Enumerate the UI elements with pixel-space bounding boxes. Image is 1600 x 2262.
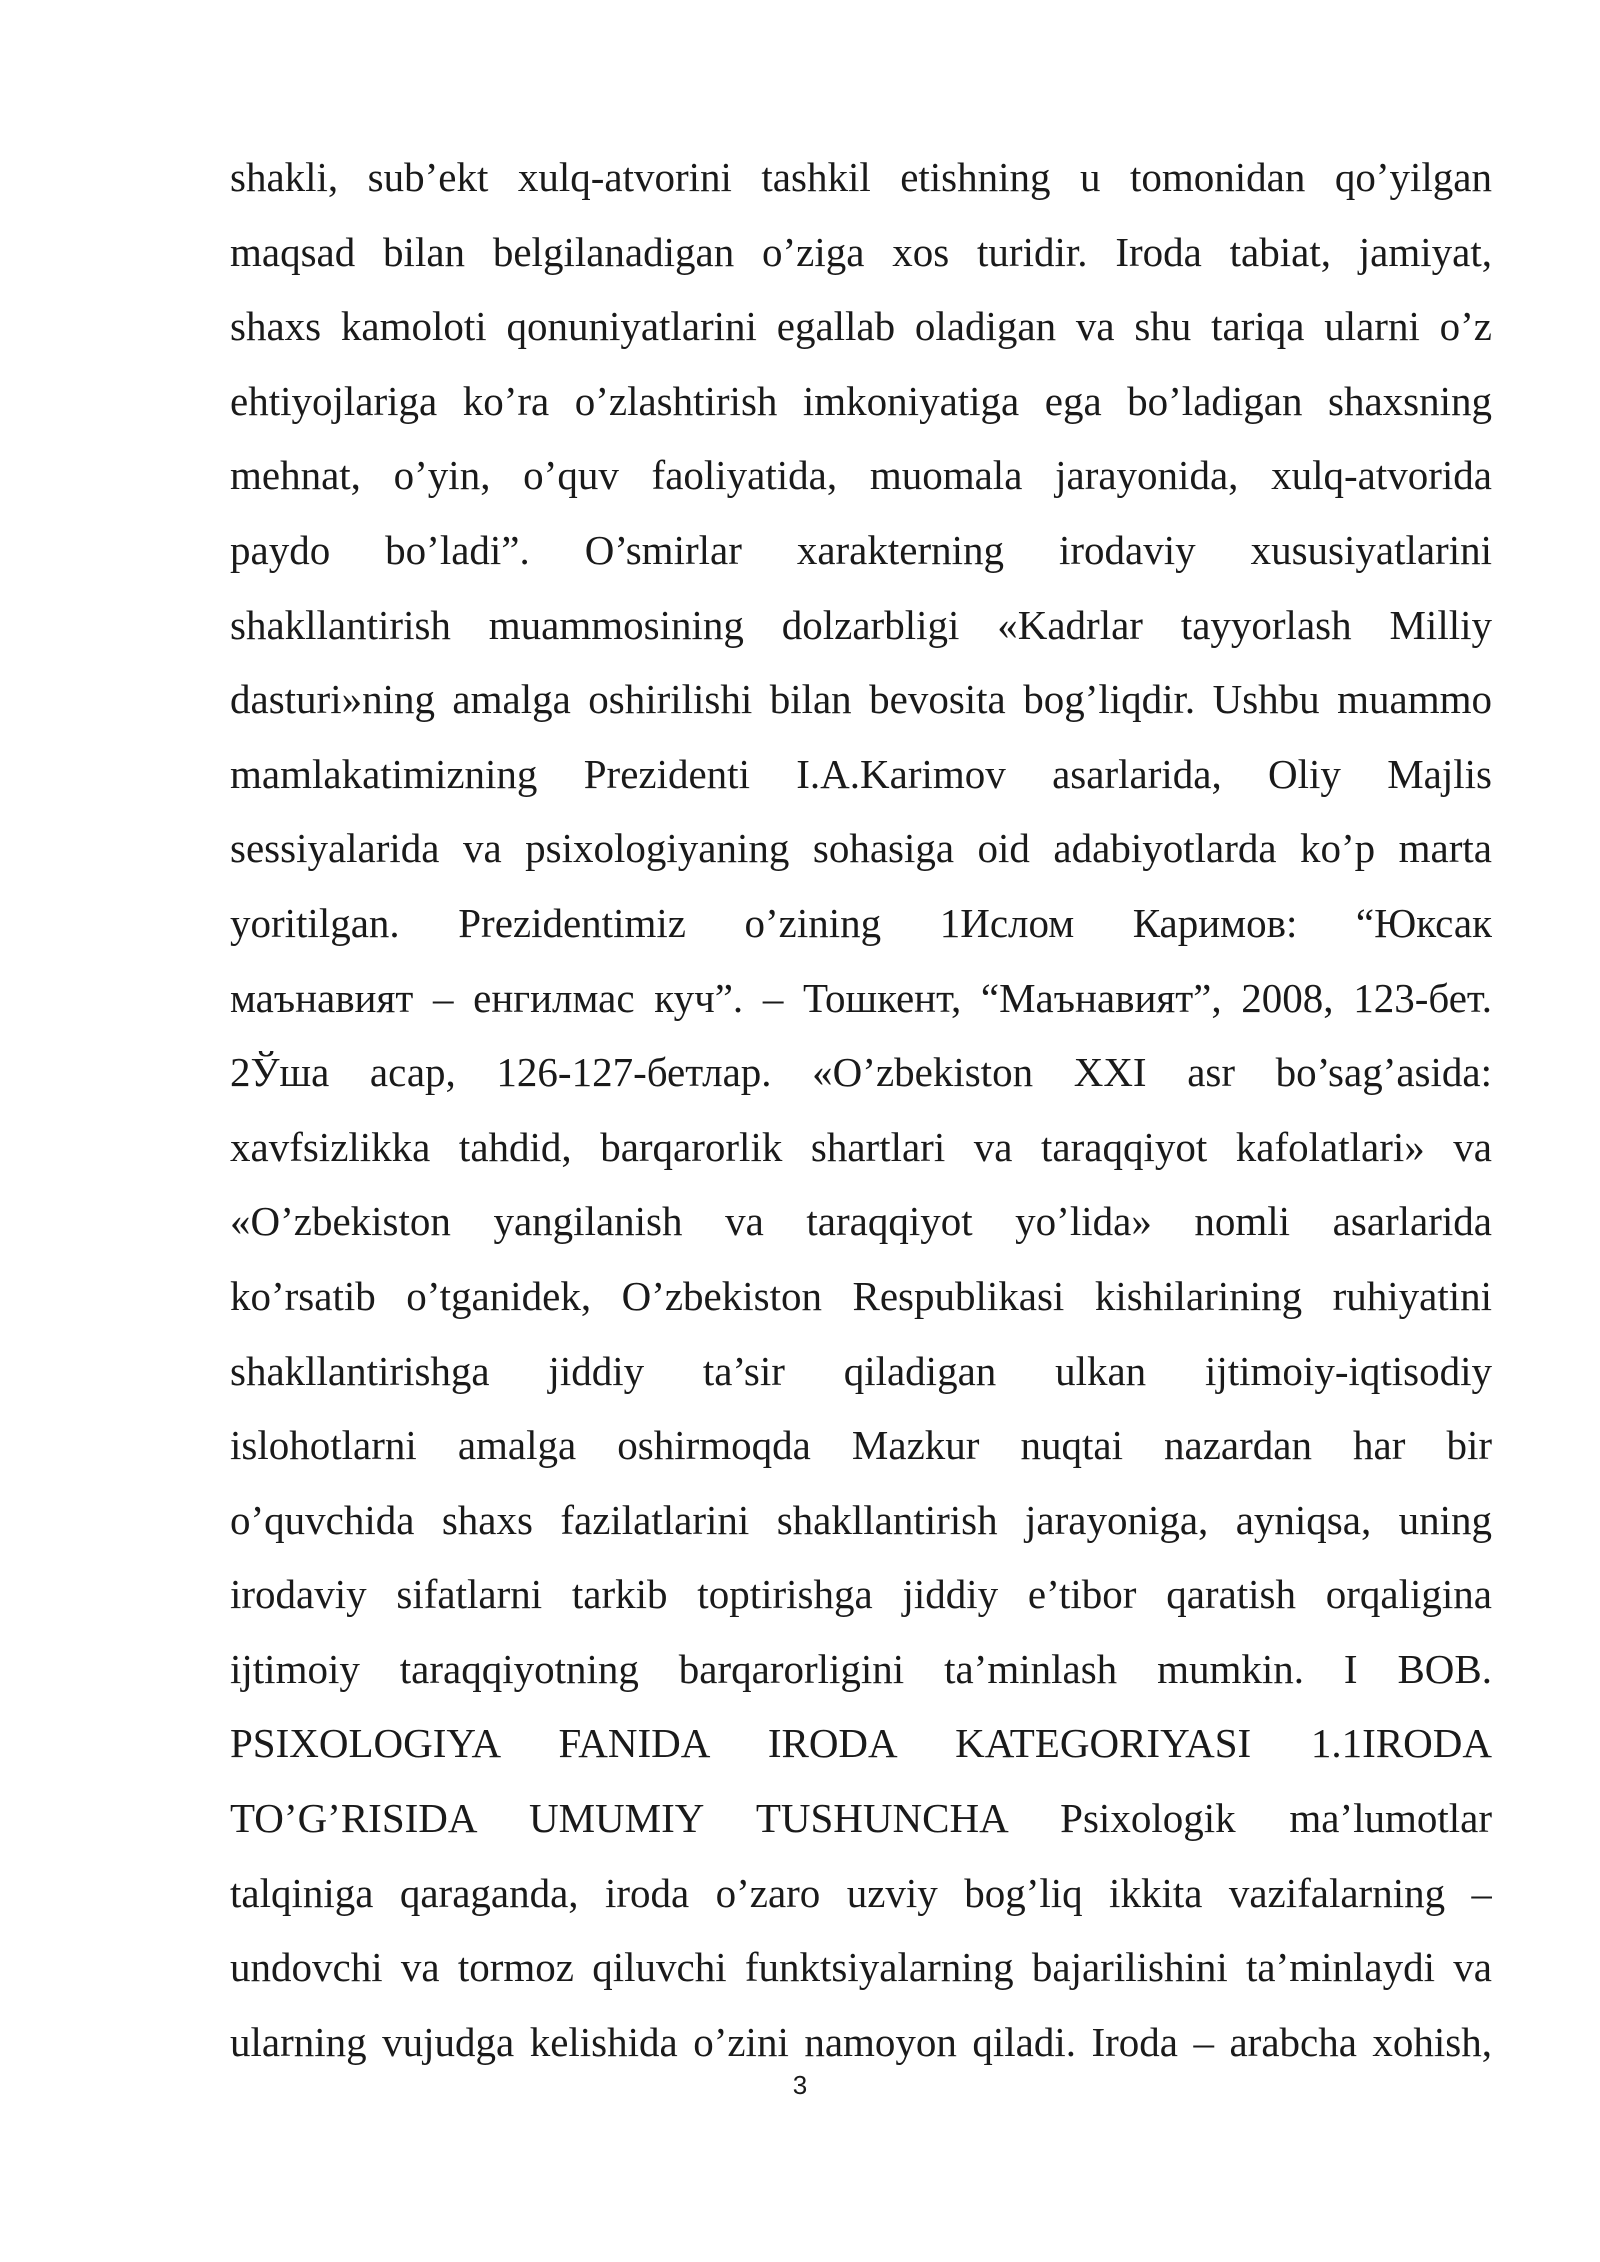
text-line: talqiniga qaraganda, iroda o’zaro uzviy bog’liq ikkita vazifalarning – — [230, 1869, 1492, 1916]
text-line: o’quvchida shaxs fazilatlarini shakllantirish jarayoniga, ayniqsa, uning — [230, 1496, 1492, 1543]
text-line: irodaviy sifatlarni tarkib toptirishga jiddiy e’tibor qaratish orqaligina — [230, 1571, 1492, 1618]
body-text — [230, 140, 1492, 2079]
text-line: shaxs kamoloti qonuniyatlarini egallab oladigan va shu tariqa ularni o’z — [230, 303, 1492, 350]
text-line: mamlakatimizning Prezidenti I.A.Karimov asarlarida, Oliy Majlis — [230, 750, 1492, 797]
text-line: PSIXOLOGIYA FANIDA IRODA KATEGORIYASI 1.1IRODA — [230, 1720, 1492, 1767]
text-line: 2Ўша асар, 126-127-бетлар. «O’zbekiston XXI asr bo’sag’asida: — [230, 1049, 1492, 1096]
text-line: xavfsizlikka tahdid, barqarorlik shartlari va taraqqiyot kafolatlari» va — [230, 1123, 1492, 1170]
text-line: dasturi»ning amalga oshirilishi bilan bevosita bog’liqdir. Ushbu muammo — [230, 676, 1492, 723]
text-line: sessiyalarida va psixologiyaning sohasiga oid adabiyotlarda ko’p marta — [230, 825, 1492, 872]
text-line: shakllantirish muammosining dolzarbligi «Kadrlar tayyorlash Milliy — [230, 601, 1492, 648]
text-line: маънавият – енгилмас куч”. – Тошкент, “Маънавият”, 2008, 123-бет. — [230, 974, 1492, 1021]
text-line: undovchi va tormoz qiluvchi funktsiyalarning bajarilishini ta’minlaydi va — [230, 1944, 1492, 1991]
text-line: yoritilgan. Prezidentimiz o’zining 1Ислом Каримов: “Юксак — [230, 899, 1492, 946]
text-line: maqsad bilan belgilanadigan o’ziga xos turidir. Iroda tabiat, jamiyat, — [230, 228, 1492, 275]
text-line: ko’rsatib o’tganidek, O’zbekiston Respublikasi kishilarining ruhiyatini — [230, 1272, 1492, 1319]
text-line: ijtimoiy taraqqiyotning barqarorligini ta’minlash mumkin. I BOB. — [230, 1645, 1492, 1692]
text-line: ularning vujudga kelishida o’zini namoyon qiladi. Iroda – arabcha xohish, — [230, 2018, 1492, 2065]
text-line: mehnat, o’yin, o’quv faoliyatida, muomala jarayonida, xulq-atvorida — [230, 452, 1492, 499]
text-line: TO’G’RISIDA UMUMIY TUSHUNCHA Psixologik ma’lumotlar — [230, 1795, 1492, 1842]
text-line: «O’zbekiston yangilanish va taraqqiyot yo’lida» nomli asarlarida — [230, 1198, 1492, 1245]
text-line: paydo bo’ladi”. O’smirlar xarakterning irodaviy xususiyatlarini — [230, 526, 1492, 573]
text-line: islohotlarni amalga oshirmoqda Mazkur nuqtai nazardan har bir — [230, 1422, 1492, 1469]
page-number: 3 — [792, 2070, 808, 2100]
text-line: shakllantirishga jiddiy ta’sir qiladigan ulkan ijtimoiy-iqtisodiy — [230, 1347, 1492, 1394]
text-line: ehtiyojlariga ko’ra o’zlashtirish imkoniyatiga ega bo’ladigan shaxsning — [230, 377, 1492, 424]
text-line: shakli, sub’ekt xulq-atvorini tashkil etishning u tomonidan qo’yilgan — [230, 154, 1492, 200]
